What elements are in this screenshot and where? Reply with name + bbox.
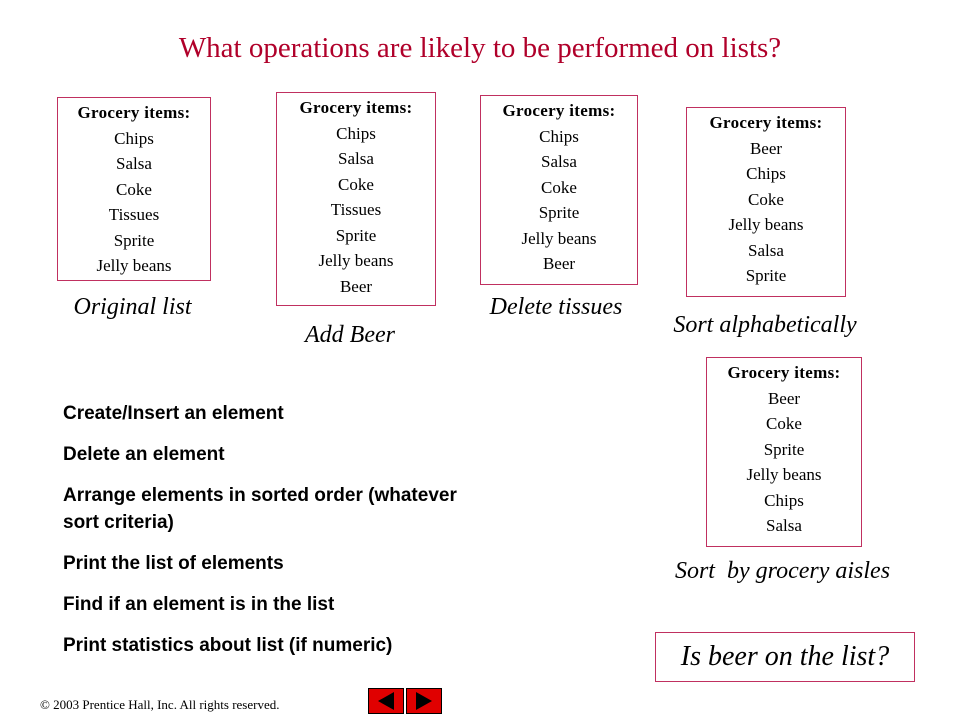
caption-delete-tissues: Delete tissues (489, 294, 623, 320)
list-item: Beer (339, 276, 373, 296)
list-item: Jelly beans (746, 465, 822, 484)
list-item: Chips (114, 128, 154, 148)
list-item: Chips (746, 164, 786, 183)
list-item: Coke (116, 179, 152, 199)
question-box: Is beer on the list? (655, 632, 915, 682)
list-item: Tissues (108, 205, 160, 224)
list-header: Grocery items: (502, 101, 616, 120)
list-item: Salsa (766, 516, 802, 535)
list-item: Beer (767, 388, 801, 408)
list-item: Salsa (116, 154, 152, 173)
list-item: Salsa (748, 240, 784, 260)
operation-item: Delete an element (63, 444, 225, 465)
list-item: Jelly beans (96, 256, 172, 275)
operation-item: Print the list of elements (63, 553, 284, 574)
operation-item: Print statistics about list (if numeric) (63, 635, 393, 656)
caption-original-list: Original list (73, 294, 192, 320)
list-item: Chips (539, 126, 579, 146)
grocery-list-sort-alphabetically (686, 107, 846, 297)
list-item: Chips (336, 123, 376, 143)
list-item: Tissues (330, 200, 382, 219)
list-header: Grocery items: (299, 98, 413, 117)
caption-sort-by-aisles: Sort by grocery aisles (674, 558, 891, 584)
grocery-list-delete-tissues (480, 95, 638, 285)
grocery-list-original (57, 97, 211, 281)
caption-sort-alphabetically: Sort alphabetically (673, 312, 857, 338)
list-header: Grocery items: (77, 103, 191, 122)
slide-title: What operations are likely to be performed on lists? (178, 32, 782, 64)
previous-slide-button[interactable] (368, 688, 404, 714)
grocery-list-add-beer (276, 92, 436, 306)
list-item: Jelly beans (318, 251, 394, 270)
list-item: Coke (541, 177, 577, 197)
list-item: Sprite (538, 203, 580, 222)
caption-add-beer: Add Beer (305, 322, 395, 348)
operations-list (63, 400, 463, 673)
list-item: Sprite (113, 230, 155, 250)
left-arrow-icon (369, 689, 403, 713)
operation-item: Arrange elements in sorted order (whatever sort criteria) (63, 485, 457, 533)
grocery-list-sort-by-aisles (706, 357, 862, 547)
list-item: Coke (338, 174, 374, 194)
list-item: Chips (764, 490, 804, 510)
list-item: Sprite (335, 225, 377, 245)
list-item: Jelly beans (521, 228, 597, 248)
list-item: Coke (766, 414, 802, 433)
operation-item: Find if an element is in the list (63, 594, 335, 615)
list-item: Beer (749, 138, 783, 158)
copyright-footer: © 2003 Prentice Hall, Inc. All rights reserved. (40, 697, 280, 712)
list-item: Sprite (763, 439, 805, 459)
right-arrow-icon (407, 689, 441, 713)
list-item: Sprite (745, 266, 787, 285)
list-item: Salsa (338, 149, 374, 168)
list-item: Salsa (541, 152, 577, 171)
list-header: Grocery items: (709, 113, 823, 132)
list-header: Grocery items: (727, 363, 841, 382)
operation-item: Create/Insert an element (63, 403, 284, 424)
next-slide-button[interactable] (406, 688, 442, 714)
list-item: Jelly beans (728, 215, 804, 234)
list-item: Coke (748, 189, 784, 209)
list-item: Beer (542, 254, 576, 273)
